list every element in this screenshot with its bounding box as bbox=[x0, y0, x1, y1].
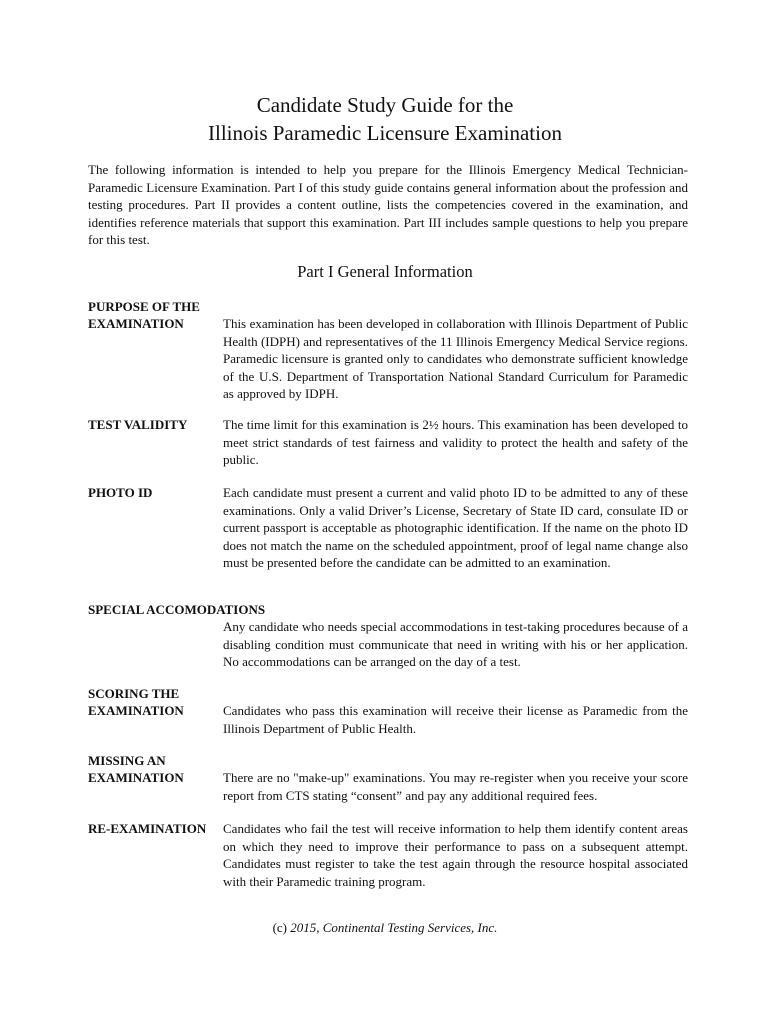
special-accommodations-label: SPECIAL ACCOMODATIONS bbox=[88, 602, 266, 617]
re-examination-label: RE-EXAMINATION bbox=[88, 821, 207, 836]
scoring-label-line-1: SCORING THE bbox=[88, 686, 180, 701]
photo-id-text: Each candidate must present a current and valid photo ID to be admitted to any of these examinations. Only a valid Driver’s License, Secretary of State ID card, consulate ID or current passport is acceptable as photographic identification. If the name on the photo ID does not match the name on the scheduled appointment, proof of legal name change also must be presented before the candidate can be admitted to an examination. bbox=[223, 485, 688, 570]
document-title-line-1: Candidate Study Guide for the bbox=[256, 93, 514, 117]
test-validity-text: The time limit for this examination is 2½ hours. This examination has been developed to meet strict standards of test fairness and validity to protect the health and safety of the public. bbox=[223, 417, 688, 467]
special-accommodations-text: Any candidate who needs special accommodations in test-taking procedures because of a disabling condition must communicate that need in writing with his or her application. No accommodations can be arranged on the day of a test. bbox=[223, 619, 688, 669]
photo-id-label: PHOTO ID bbox=[88, 485, 153, 500]
scoring-text: Candidates who pass this examination will receive their license as Paramedic from the Illinois Department of Public Health. bbox=[223, 703, 688, 736]
scoring-label-line-2: EXAMINATION bbox=[88, 703, 184, 718]
missing-exam-label-line-2: EXAMINATION bbox=[88, 770, 184, 785]
re-examination-text: Candidates who fail the test will receive information to help them identify content areas on which they need to improve their performance to pass on a subsequent attempt. Candidates must register to take the test again through the resource hospital associated with their Paramedic training program. bbox=[223, 821, 688, 889]
purpose-text: This examination has been developed in collaboration with Illinois Department of Public Health (IDPH) and representatives of the 11 Illinois Emergency Medical Service regions. Paramedic licensure is granted only to candidates who demonstrate sufficient knowledge of the U.S. Department of Transportation National Standard Curriculum for Paramedic as approved by IDPH. bbox=[223, 316, 688, 401]
purpose-label-line-2: EXAMINATION bbox=[88, 316, 184, 331]
missing-exam-label-line-1: MISSING AN bbox=[88, 753, 166, 768]
copyright-text: 2015, Continental Testing Services, Inc. bbox=[290, 920, 498, 935]
document-title-line-2: Illinois Paramedic Licensure Examination bbox=[208, 121, 562, 145]
part-heading: Part I General Information bbox=[297, 262, 473, 281]
intro-paragraph: The following information is intended to help you prepare for the Illinois Emergency Medical Technician-Paramedic Licensure Examination. Part I of this study guide contains general information about the profession and testing procedures. Part II provides a content outline, lists the competencies covered in the examination, and identifies reference materials that support this examination. Part III includes sample questions to help you prepare for this test. bbox=[88, 162, 688, 247]
purpose-label-line-1: PURPOSE OF THE bbox=[88, 299, 200, 314]
missing-exam-text: There are no "make-up" examinations. You may re-register when you receive your score report from CTS stating “consent” and pay any additional required fees. bbox=[223, 770, 688, 803]
copyright-footer bbox=[0, 919, 770, 936]
test-validity-label: TEST VALIDITY bbox=[88, 417, 188, 432]
copyright-mark: (c) bbox=[272, 920, 288, 935]
